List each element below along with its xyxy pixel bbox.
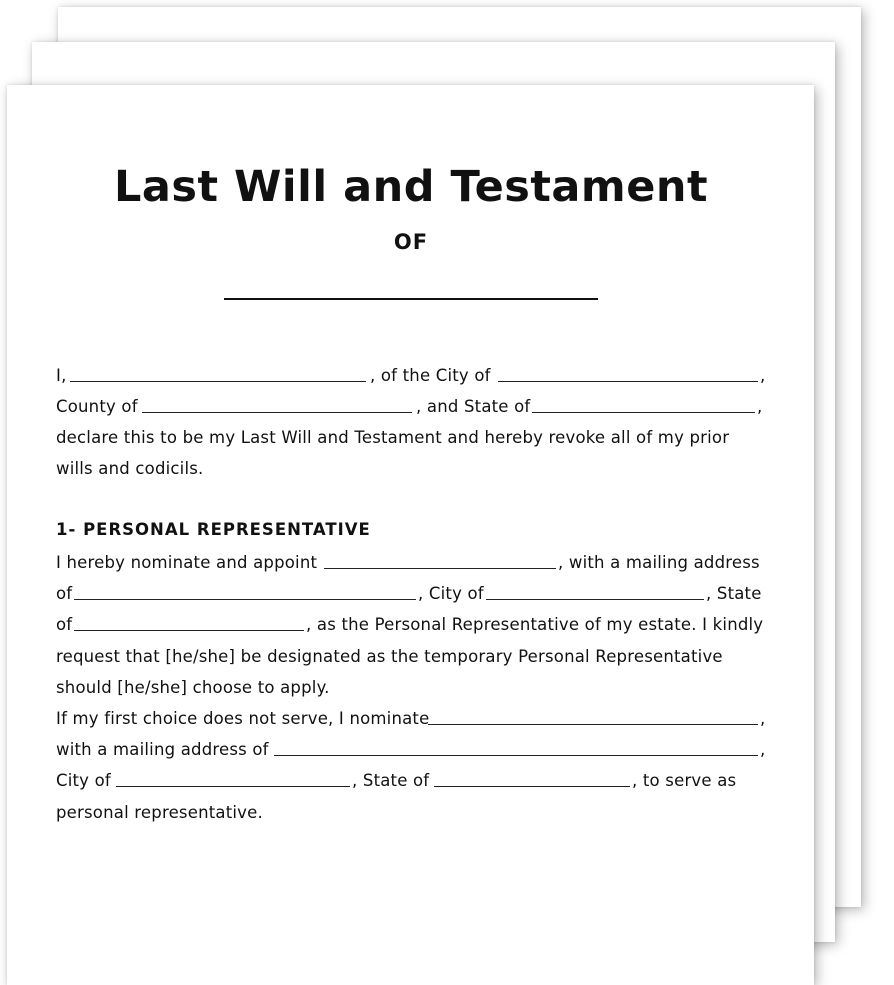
nominate-text: I hereby nominate and appoint bbox=[56, 553, 318, 572]
alternate-state-blank[interactable] bbox=[434, 786, 630, 787]
should-text: should [he/she] choose to apply. bbox=[56, 678, 330, 697]
to-serve-text: , to serve as bbox=[632, 771, 737, 790]
testator-name-line[interactable] bbox=[224, 298, 598, 300]
state-blank[interactable] bbox=[532, 412, 755, 413]
of-text-1: of bbox=[56, 584, 73, 603]
city-blank[interactable] bbox=[498, 381, 758, 382]
county-blank[interactable] bbox=[142, 412, 412, 413]
alternate-name-blank[interactable] bbox=[428, 724, 758, 725]
city-of-text-1: , City of bbox=[418, 584, 484, 603]
representative-state-blank[interactable] bbox=[74, 630, 304, 631]
declare-text-line-2: wills and codicils. bbox=[56, 459, 204, 478]
of-text-2: of bbox=[56, 615, 73, 634]
comma-3: , bbox=[760, 709, 766, 728]
comma-4: , bbox=[760, 740, 766, 759]
representative-name-blank[interactable] bbox=[324, 568, 556, 569]
full-name-blank[interactable] bbox=[70, 381, 366, 382]
alternate-city-blank[interactable] bbox=[116, 786, 350, 787]
mailing-address-blank[interactable] bbox=[74, 599, 416, 600]
state-of-text-2: , State of bbox=[352, 771, 430, 790]
as-personal-text: , as the Personal Representative of my estate. I kindly bbox=[306, 615, 764, 634]
with-mailing-text-2: with a mailing address of bbox=[56, 740, 269, 759]
personal-representative-text: personal representative. bbox=[56, 803, 263, 822]
intro-i-text: I, bbox=[56, 366, 67, 385]
with-mailing-text: , with a mailing address bbox=[558, 553, 760, 572]
document-title: Last Will and Testament bbox=[113, 162, 709, 212]
state-text-1: , State bbox=[706, 584, 762, 603]
document-subtitle: OF bbox=[393, 230, 429, 254]
intro-county-text: County of bbox=[56, 397, 138, 416]
intro-comma-2: , bbox=[757, 397, 763, 416]
request-text: request that [he/she] be designated as the temporary Personal Representative bbox=[56, 647, 723, 666]
intro-state-text: , and State of bbox=[416, 397, 531, 416]
declare-text-line-1: declare this to be my Last Will and Testament and hereby revoke all of my prior bbox=[56, 428, 730, 447]
intro-of-city-text: , of the City of bbox=[370, 366, 491, 385]
intro-comma-1: , bbox=[760, 366, 766, 385]
if-first-choice-text: If my first choice does not serve, I nominate bbox=[56, 709, 430, 728]
representative-city-blank[interactable] bbox=[486, 599, 704, 600]
city-of-text-2: City of bbox=[56, 771, 111, 790]
section-1-heading: 1- PERSONAL REPRESENTATIVE bbox=[56, 520, 371, 539]
alternate-address-blank[interactable] bbox=[274, 755, 758, 756]
